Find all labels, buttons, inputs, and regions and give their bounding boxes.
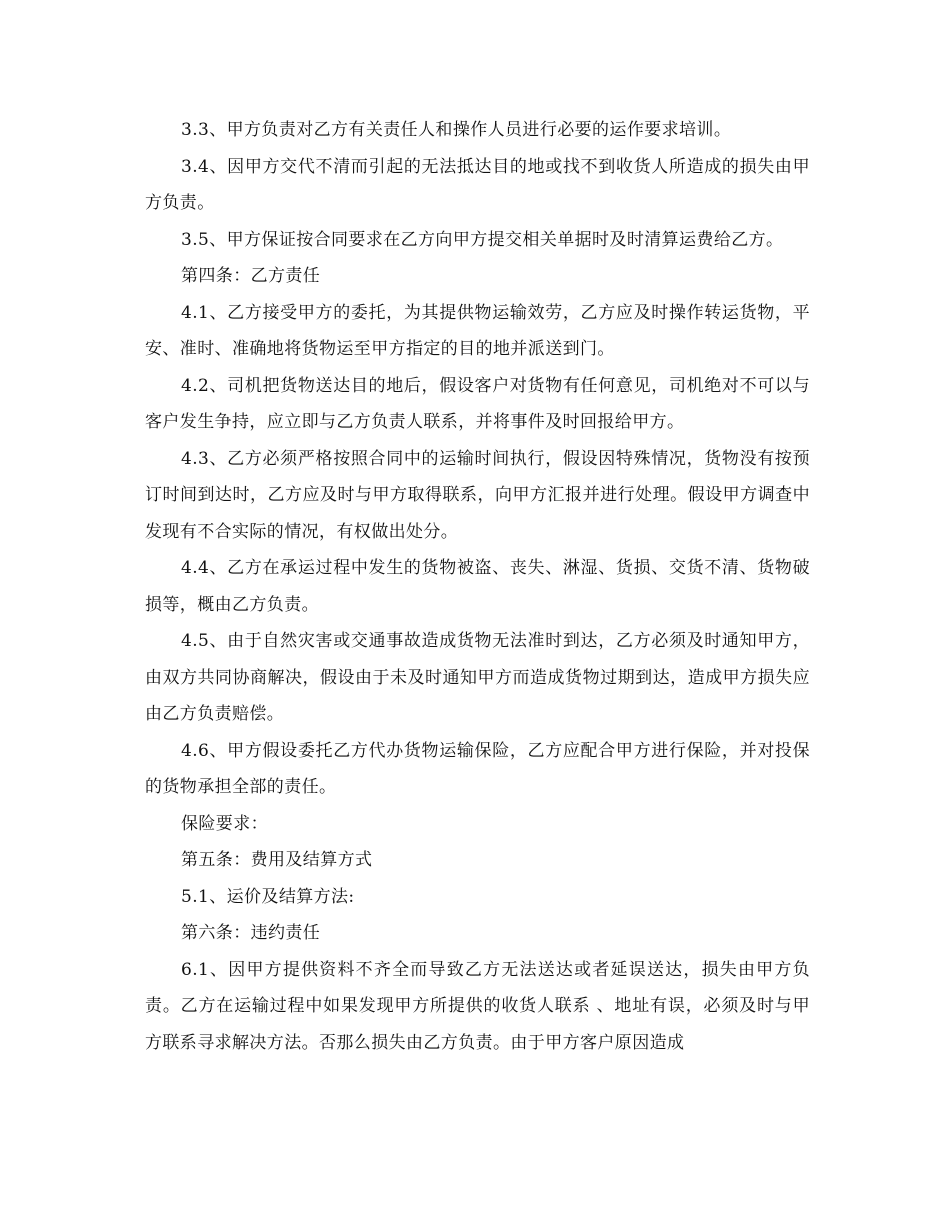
document-body <box>145 112 810 1061</box>
section-heading-article-4: 第四条：乙方责任 <box>181 266 321 286</box>
paragraph-4-3: 4.3、乙方必须严格按照合同中的运输时间执行，假设因特殊情况，货物没有按预订时间到达时，乙方应及时与甲方取得联系，向甲方汇报并进行处理。假设甲方调查中发现有不合实际的情况，有权做出处分。 <box>145 448 810 542</box>
section-heading-article-6: 第六条：违约责任 <box>181 923 321 943</box>
insurance-requirements-label: 保险要求： <box>181 813 268 834</box>
paragraph-6-1: 6.1、因甲方提供资料不齐全而导致乙方无法送达或者延误送达，损失由甲方负责。乙方在运输过程中如果发现甲方所提供的收货人联系 、地址有误，必须及时与甲方联系寻求解决方法。否那么损失由乙方负责。由于甲方客户原因造成 <box>145 959 810 1053</box>
paragraph-4-1: 4.1、乙方接受甲方的委托，为其提供物运输效劳，乙方应及时操作转运货物，平安、准时、准确地将货物运至甲方指定的目的地并派送到门。 <box>145 302 810 359</box>
paragraph-4-5: 4.5、由于自然灾害或交通事故造成货物无法准时到达，乙方必须及时通知甲方，由双方共同协商解决，假设由于未及时通知甲方而造成货物过期到达，造成甲方损失应由乙方负责赔偿。 <box>145 631 810 724</box>
paragraph-4-6: 4.6、甲方假设委托乙方代办货物运输保险，乙方应配合甲方进行保险，并对投保的货物承担全部的责任。 <box>145 740 810 797</box>
paragraph-3-4: 3.4、因甲方交代不清而引起的无法抵达目的地或找不到收货人所造成的损失由甲方负责。 <box>145 156 810 213</box>
section-heading-article-5: 第五条：费用及结算方式 <box>181 850 373 870</box>
paragraph-3-5: 3.5、甲方保证按合同要求在乙方向甲方提交相关单据时及时清算运费给乙方。 <box>181 229 784 250</box>
paragraph-4-4: 4.4、乙方在承运过程中发生的货物被盗、丧失、淋湿、货损、交货不清、货物破损等，概由乙方负责。 <box>145 558 810 615</box>
paragraph-3-3: 3.3、甲方负责对乙方有关责任人和操作人员进行必要的运作要求培训。 <box>181 120 732 140</box>
paragraph-4-2: 4.2、司机把货物送达目的地后，假设客户对货物有任何意见，司机绝对不可以与客户发生争持，应立即与乙方负责人联系，并将事件及时回报给甲方。 <box>145 375 810 432</box>
paragraph-5-1: 5.1、运价及结算方法: <box>181 886 355 907</box>
